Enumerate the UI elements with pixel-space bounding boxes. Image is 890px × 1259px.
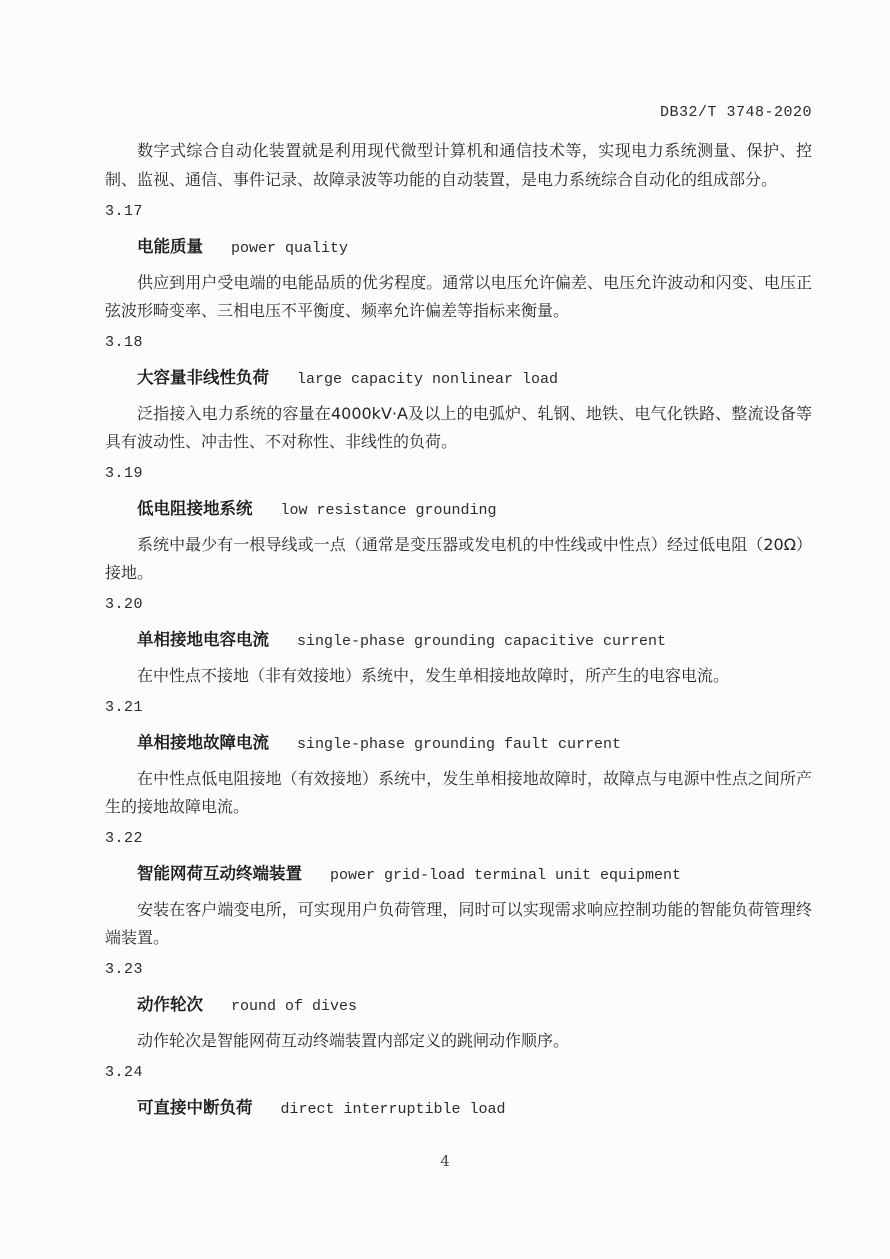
term-chinese: 低电阻接地系统 — [137, 499, 253, 518]
term-definition: 泛指接入电力系统的容量在4000kV·A及以上的电弧炉、轧钢、地铁、电气化铁路、整流设备等具有波动性、冲击性、不对称性、非线性的负荷。 — [105, 404, 812, 451]
term-line — [137, 863, 812, 887]
term-chinese: 电能质量 — [137, 237, 203, 256]
term-section — [105, 829, 812, 952]
term-definition: 在中性点不接地（非有效接地）系统中，发生单相接地故障时，所产生的电容电流。 — [137, 666, 730, 685]
term-chinese: 大容量非线性负荷 — [137, 368, 269, 387]
section-number: 3.22 — [105, 830, 144, 847]
term-line — [137, 367, 812, 391]
term-english: power quality — [231, 240, 349, 257]
section-number: 3.23 — [105, 961, 144, 978]
term-definition: 供应到用户受电端的电能品质的优劣程度。通常以电压允许偏差、电压允许波动和闪变、电压正弦波形畸变率、三相电压不平衡度、频率允许偏差等指标来衡量。 — [105, 273, 812, 320]
section-number: 3.24 — [105, 1064, 144, 1081]
term-section — [105, 202, 812, 325]
term-chinese: 单相接地电容电流 — [137, 630, 269, 649]
term-line — [137, 498, 812, 522]
term-english: single-phase grounding fault current — [297, 736, 622, 753]
term-chinese: 动作轮次 — [137, 995, 203, 1014]
term-line — [137, 1097, 812, 1121]
page-number: 4 — [440, 1152, 450, 1170]
term-chinese: 单相接地故障电流 — [137, 733, 269, 752]
document-header — [105, 104, 812, 122]
term-line — [137, 732, 812, 756]
term-section — [105, 1063, 812, 1121]
term-chinese: 智能网荷互动终端装置 — [137, 864, 302, 883]
page-footer — [0, 1152, 890, 1170]
term-english: single-phase grounding capacitive current — [297, 633, 667, 650]
term-definition: 动作轮次是智能网荷互动终端装置内部定义的跳闸动作顺序。 — [137, 1031, 570, 1050]
intro-paragraph: 数字式综合自动化装置就是利用现代微型计算机和通信技术等，实现电力系统测量、保护、控制、监视、通信、事件记录、故障录波等功能的自动装置，是电力系统综合自动化的组成部分。 — [105, 141, 812, 189]
term-section — [105, 698, 812, 821]
term-english: large capacity nonlinear load — [297, 371, 559, 388]
section-number: 3.19 — [105, 465, 144, 482]
sections-container — [105, 202, 812, 1121]
term-definition: 在中性点低电阻接地（有效接地）系统中，发生单相接地故障时，故障点与电源中性点之间所产生的接地故障电流。 — [105, 769, 812, 816]
term-english: round of dives — [231, 998, 358, 1015]
term-english: power grid-load terminal unit equipment — [330, 867, 682, 884]
term-chinese: 可直接中断负荷 — [137, 1098, 253, 1117]
term-line — [137, 629, 812, 653]
section-number: 3.18 — [105, 334, 144, 351]
term-definition: 系统中最少有一根导线或一点（通常是变压器或发电机的中性线或中性点）经过低电阻（20Ω）接地。 — [105, 535, 812, 582]
term-section — [105, 333, 812, 456]
term-english: direct interruptible load — [280, 1101, 506, 1118]
term-section — [105, 464, 812, 587]
section-number: 3.21 — [105, 699, 144, 716]
doc-number: DB32/T 3748-2020 — [659, 104, 812, 121]
term-definition: 安装在客户端变电所，可实现用户负荷管理，同时可以实现需求响应控制功能的智能负荷管理终端装置。 — [105, 900, 812, 947]
section-number: 3.17 — [105, 203, 144, 220]
term-section — [105, 960, 812, 1055]
term-line — [137, 994, 812, 1018]
section-number: 3.20 — [105, 596, 144, 613]
term-english: low resistance grounding — [280, 502, 497, 519]
term-section — [105, 595, 812, 690]
term-line — [137, 236, 812, 260]
